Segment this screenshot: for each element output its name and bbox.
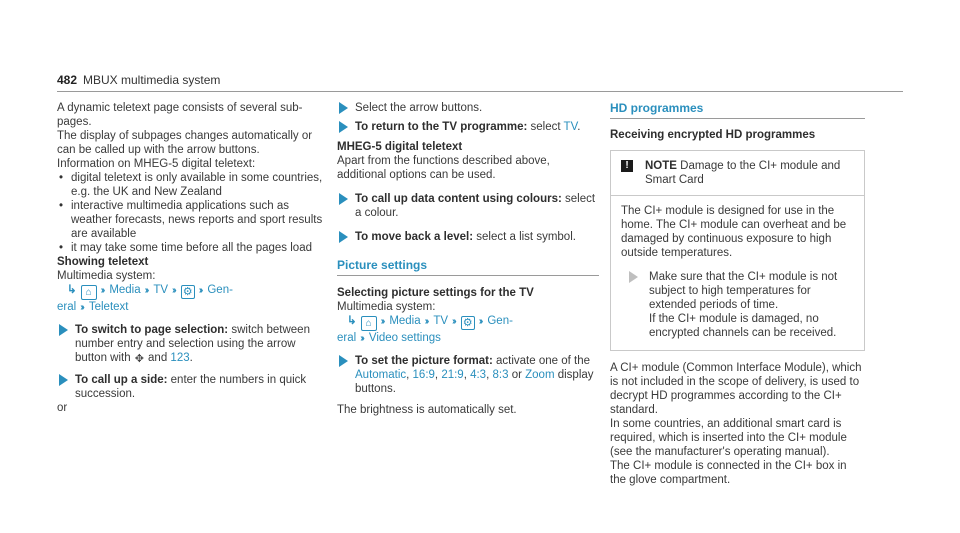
- column-3: [610, 101, 865, 487]
- format-4-3-button[interactable]: 4:3: [470, 369, 487, 381]
- step-arrow-icon: [59, 324, 68, 336]
- mheg-heading: MHEG-5 digital teletext: [337, 141, 463, 153]
- path-arrow-icon: ››: [380, 316, 384, 327]
- path-arrow-icon: ››: [478, 316, 482, 327]
- receiving-encrypted-heading: Receiving encrypted HD programmes: [610, 129, 816, 141]
- path-teletext[interactable]: Teletext: [88, 301, 129, 313]
- step-arrow-icon: [59, 374, 68, 386]
- list-item: • digital teletext is only available in some countries, e.g. the UK and New Zealand: [57, 171, 327, 199]
- instruction-step: Make sure that the CI+ module is not subject to high temperatures for extended periods of time. If the CI+ module is damaged, no encrypted channels can be received.: [621, 270, 854, 340]
- mheg-paragraph: Apart from the functions described above, additional options can be used.: [337, 155, 550, 181]
- list-item: • it may take some time before all the pages load: [57, 241, 327, 255]
- path-arrow-icon: ››: [80, 302, 83, 313]
- arrow-pad-icon: ✥: [134, 353, 144, 365]
- multimedia-system-label: Multimedia system:: [337, 301, 436, 313]
- path-tv[interactable]: TV: [433, 315, 449, 327]
- tv-link[interactable]: TV: [563, 121, 578, 133]
- path-arrow-icon: ››: [172, 285, 175, 296]
- info-bullet-list: [57, 171, 327, 255]
- picture-settings-heading: Picture settings: [337, 258, 599, 276]
- instruction-step: To switch to page selection: switch between number entry and selection using the arrow button with ✥ and 123.: [57, 323, 327, 365]
- number-entry-link[interactable]: 123: [170, 352, 190, 364]
- menu-path: [337, 314, 599, 331]
- or-text: or: [57, 402, 68, 414]
- step-arrow-icon: [339, 193, 348, 205]
- showing-teletext-heading: Showing teletext: [57, 256, 149, 268]
- step-arrow-icon: [339, 121, 348, 133]
- header-rule: [57, 91, 903, 92]
- ci-box-paragraph: The CI+ module is connected in the CI+ box in the glove compartment.: [610, 460, 847, 486]
- path-general-part2[interactable]: eral: [57, 301, 77, 313]
- hd-programmes-heading: HD programmes: [610, 101, 865, 119]
- note-box: [610, 150, 865, 351]
- home-icon[interactable]: ⌂: [361, 316, 377, 331]
- menu-path: [57, 283, 327, 300]
- path-video-settings[interactable]: Video settings: [368, 332, 441, 344]
- menu-path-continued: [57, 300, 327, 315]
- column-2: [337, 101, 599, 417]
- note-body: [611, 196, 864, 350]
- path-media[interactable]: Media: [389, 315, 421, 327]
- format-21-9-button[interactable]: 21:9: [441, 369, 464, 381]
- format-16-9-button[interactable]: 16:9: [412, 369, 435, 381]
- instruction-step: To set the picture format: activate one of the Automatic, 16:9, 21:9, 4:3, 8:3 or Zoom display buttons.: [337, 354, 599, 396]
- path-arrow-icon: ››: [424, 316, 428, 327]
- note-title: Damage to the CI+ module and Smart Card: [645, 160, 841, 186]
- warning-icon: !: [621, 160, 633, 172]
- instruction-step: To move back a level: select a list symbol.: [337, 230, 599, 244]
- brightness-paragraph: The brightness is automatically set.: [337, 404, 517, 416]
- step-label: To set the picture format:: [355, 355, 493, 367]
- step-arrow-icon: [629, 271, 638, 283]
- path-tv[interactable]: TV: [153, 284, 169, 296]
- step-label: To return to the TV programme:: [355, 121, 528, 133]
- format-8-3-button[interactable]: 8:3: [492, 369, 509, 381]
- selecting-picture-settings-heading: Selecting picture settings for the TV: [337, 287, 534, 299]
- format-zoom-button[interactable]: Zoom: [525, 369, 555, 381]
- step-arrow-icon: [339, 102, 348, 114]
- ci-module-paragraph: A CI+ module (Common Interface Module), which is not included in the scope of delivery, is used to decrypt HD programmes according to the CI+ standard.: [610, 362, 862, 416]
- menu-path-continued: [337, 331, 599, 346]
- path-media[interactable]: Media: [109, 284, 141, 296]
- page-number: 482: [57, 73, 78, 87]
- mheg-info-paragraph: Information on MHEG-5 digital teletext:: [57, 158, 256, 170]
- format-automatic-button[interactable]: Automatic: [355, 369, 407, 381]
- column-1: [57, 101, 327, 415]
- list-item: • interactive multimedia applications such as weather forecasts, news reports and sport results are available: [57, 199, 327, 241]
- note-label: NOTE: [645, 160, 677, 172]
- path-arrow-icon: ››: [198, 285, 202, 296]
- path-general-part1[interactable]: Gen-: [207, 284, 233, 296]
- note-header: [611, 151, 864, 196]
- home-icon[interactable]: ⌂: [81, 285, 97, 300]
- page-header: [57, 73, 903, 93]
- multimedia-system-label: Multimedia system:: [57, 270, 156, 282]
- path-arrow-icon: ››: [144, 285, 148, 296]
- path-general-part2[interactable]: eral: [337, 332, 357, 344]
- path-general-part1[interactable]: Gen-: [487, 315, 513, 327]
- subpages-paragraph: The display of subpages changes automatically or can be called up with the arrow buttons.: [57, 130, 313, 156]
- path-arrow-icon: ››: [452, 316, 455, 327]
- step-label: To call up a side:: [75, 374, 168, 386]
- instruction-step: Select the arrow buttons.: [337, 101, 599, 115]
- note-text: The CI+ module is designed for use in the home. The CI+ module can overheat and be damaged by continuous exposure to high outside temperatures.: [621, 205, 847, 259]
- step-arrow-icon: [339, 355, 348, 367]
- step-label: To switch to page selection:: [75, 324, 229, 336]
- instruction-step: To call up a side: enter the numbers in quick succession.: [57, 373, 327, 401]
- step-label: To move back a level:: [355, 231, 474, 243]
- header-title: MBUX multimedia system: [83, 73, 221, 87]
- settings-icon[interactable]: ⚙: [181, 285, 195, 299]
- step-arrow-icon: [339, 231, 348, 243]
- path-start-icon: ↳: [67, 284, 77, 296]
- settings-icon[interactable]: ⚙: [461, 316, 475, 330]
- instruction-step: To call up data content using colours: select a colour.: [337, 192, 599, 220]
- path-arrow-icon: ››: [100, 285, 104, 296]
- step-label: To call up data content using colours:: [355, 193, 562, 205]
- intro-paragraph: A dynamic teletext page consists of several sub-pages.: [57, 102, 303, 128]
- instruction-step: To return to the TV programme: select TV.: [337, 120, 599, 134]
- smart-card-paragraph: In some countries, an additional smart card is required, which is inserted into the CI+ module (see the manufacturer's operating manual).: [610, 418, 847, 458]
- path-start-icon: ↳: [347, 315, 357, 327]
- path-arrow-icon: ››: [360, 333, 363, 344]
